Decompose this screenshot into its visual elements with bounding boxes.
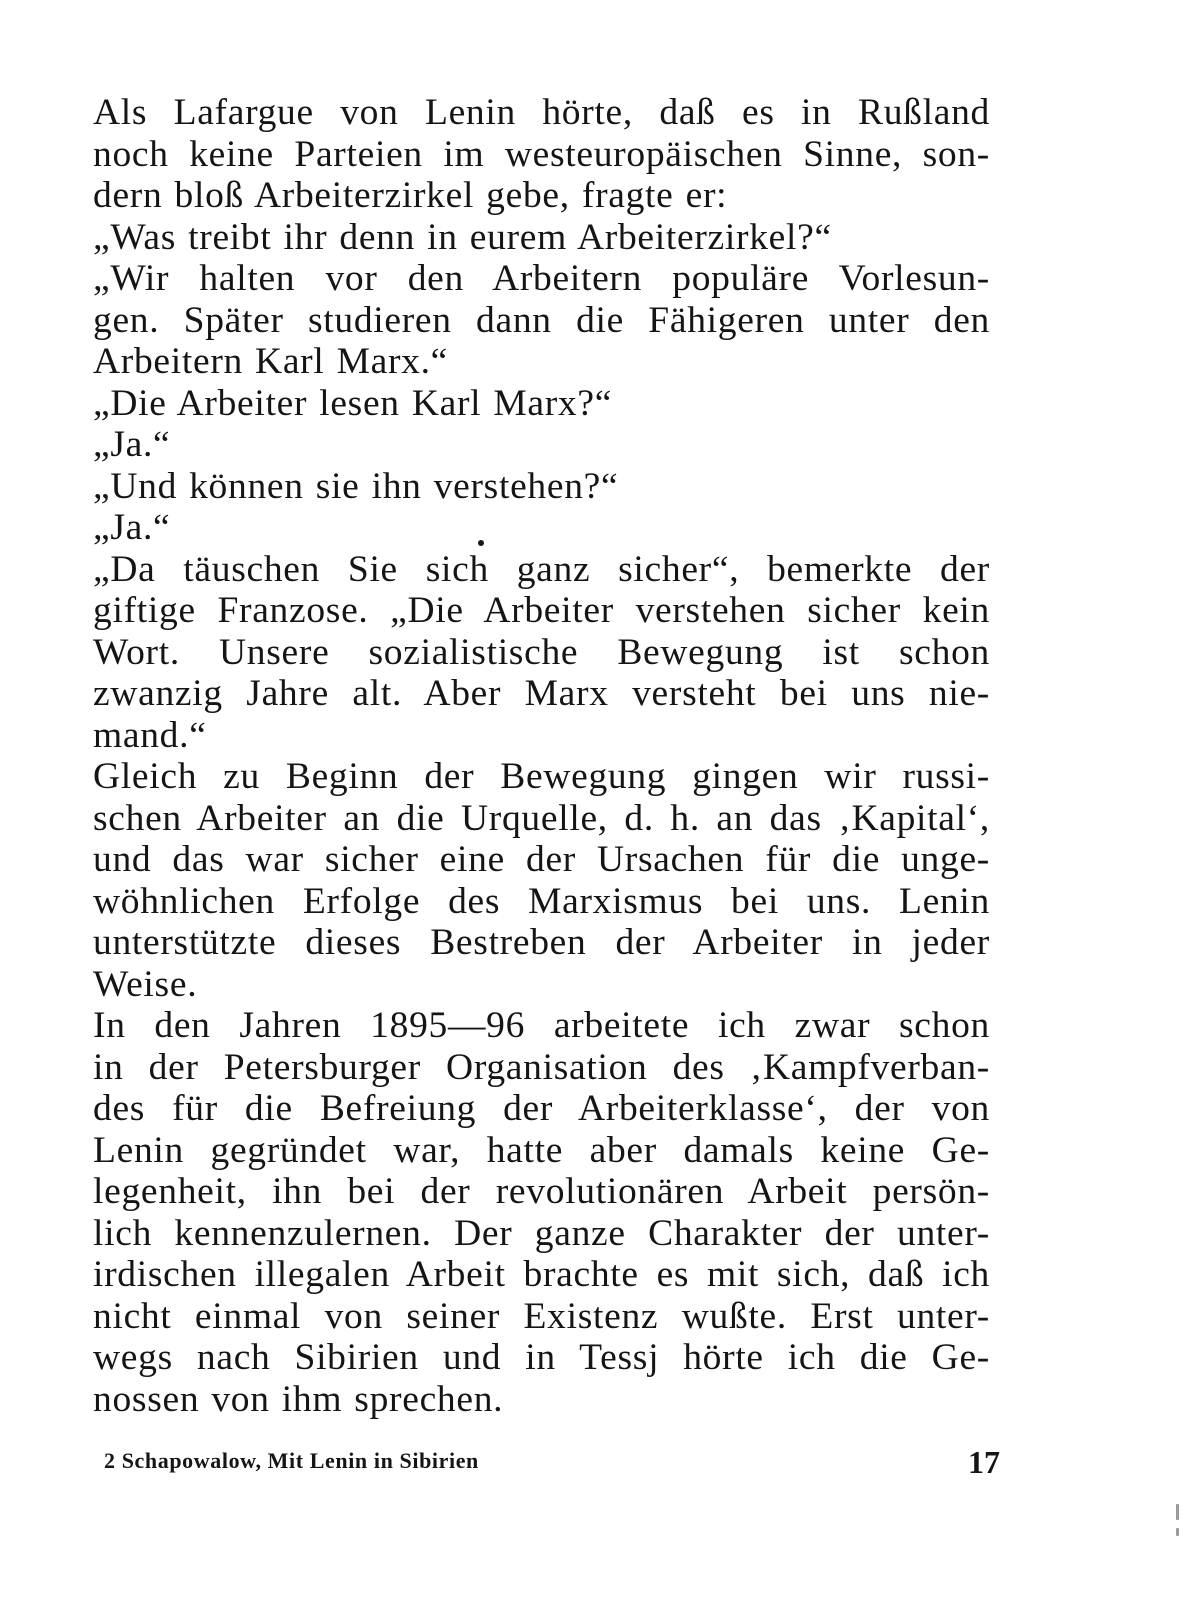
text-line: lich kennenzulernen. Der ganze Charakter der unter- xyxy=(93,1212,990,1254)
text-line: wegs nach Sibirien und in Tessj hörte ich die Ge- xyxy=(93,1337,990,1378)
text-line: Lenin gegründet war, hatte aber damals keine Ge- xyxy=(93,1129,990,1171)
paragraph xyxy=(93,507,990,549)
text-line: unterstützte dieses Bestreben der Arbeiter in jeder xyxy=(93,922,990,963)
text-line: schen Arbeiter an die Urquelle, d. h. an das ‚Kapital‘, xyxy=(93,797,990,839)
paragraph xyxy=(93,424,990,466)
paragraph xyxy=(93,1005,990,1420)
paragraph xyxy=(93,383,990,425)
paragraph xyxy=(93,217,990,259)
text-line: „Wir halten vor den Arbeitern populäre Vorlesun- xyxy=(93,258,990,299)
text-line: giftige Franzose. „Die Arbeiter verstehen sicher kein xyxy=(93,590,990,631)
page-footer xyxy=(104,1444,1000,1484)
text-line: des für die Befreiung der Arbeiterklasse‘, der von xyxy=(93,1088,990,1129)
text-line: zwanzig Jahre alt. Aber Marx versteht bei uns nie- xyxy=(93,673,990,714)
text-line: Gleich zu Beginn der Bewegung gingen wir russi- xyxy=(93,756,990,797)
paragraph xyxy=(93,258,990,383)
text-line: „Ja.“ xyxy=(93,424,171,465)
scan-edge-mark xyxy=(1176,1504,1179,1520)
paragraph xyxy=(93,549,990,757)
text-line: „Ja.“ xyxy=(93,507,171,548)
text-line: Arbeitern Karl Marx.“ xyxy=(93,341,449,382)
text-line: Weise. xyxy=(93,963,198,1005)
body-text xyxy=(93,92,990,1420)
text-line: dern bloß Arbeiterzirkel gebe, fragte er: xyxy=(93,175,728,216)
text-line: „Was treibt ihr denn in eurem Arbeiterzirkel?“ xyxy=(93,216,832,258)
text-line: legenheit, ihn bei der revolutionären Arbeit persön- xyxy=(93,1171,990,1212)
text-line: irdischen illegalen Arbeit brachte es mit sich, daß ich xyxy=(93,1254,990,1295)
text-line: „Da täuschen Sie sich ganz sicher“, bemerkte der xyxy=(93,548,990,590)
paragraph xyxy=(93,756,990,1005)
text-line: In den Jahren 1895—96 arbeitete ich zwar schon xyxy=(93,1005,990,1046)
text-line: „Und können sie ihn verstehen?“ xyxy=(93,465,619,507)
text-line: Wort. Unsere sozialistische Bewegung ist schon xyxy=(93,631,990,673)
text-line: und das war sicher eine der Ursachen für die unge- xyxy=(93,839,990,880)
text-line: nicht einmal von seiner Existenz wußte. Erst unter- xyxy=(93,1295,990,1337)
scan-edge-mark xyxy=(1176,1528,1179,1536)
text-line: gen. Später studieren dann die Fähigeren unter den xyxy=(93,299,990,341)
text-line: „Die Arbeiter lesen Karl Marx?“ xyxy=(93,382,613,424)
text-line: noch keine Parteien im westeuropäischen Sinne, son- xyxy=(93,133,990,175)
text-line: mand.“ xyxy=(93,714,207,756)
text-line: Als Lafargue von Lenin hörte, daß es in Rußland xyxy=(93,92,990,133)
stray-ink-dot xyxy=(478,540,484,546)
paragraph xyxy=(93,466,990,508)
footer-signature: 2 Schapowalow, Mit Lenin in Sibirien xyxy=(104,1448,479,1473)
paragraph xyxy=(93,92,990,217)
page-number: 17 xyxy=(968,1444,1000,1480)
text-line: nossen von ihm sprechen. xyxy=(93,1378,504,1420)
text-line: wöhnlichen Erfolge des Marxismus bei uns. Lenin xyxy=(93,880,990,922)
text-line: in der Petersburger Organisation des ‚Kampfverban- xyxy=(93,1046,990,1088)
